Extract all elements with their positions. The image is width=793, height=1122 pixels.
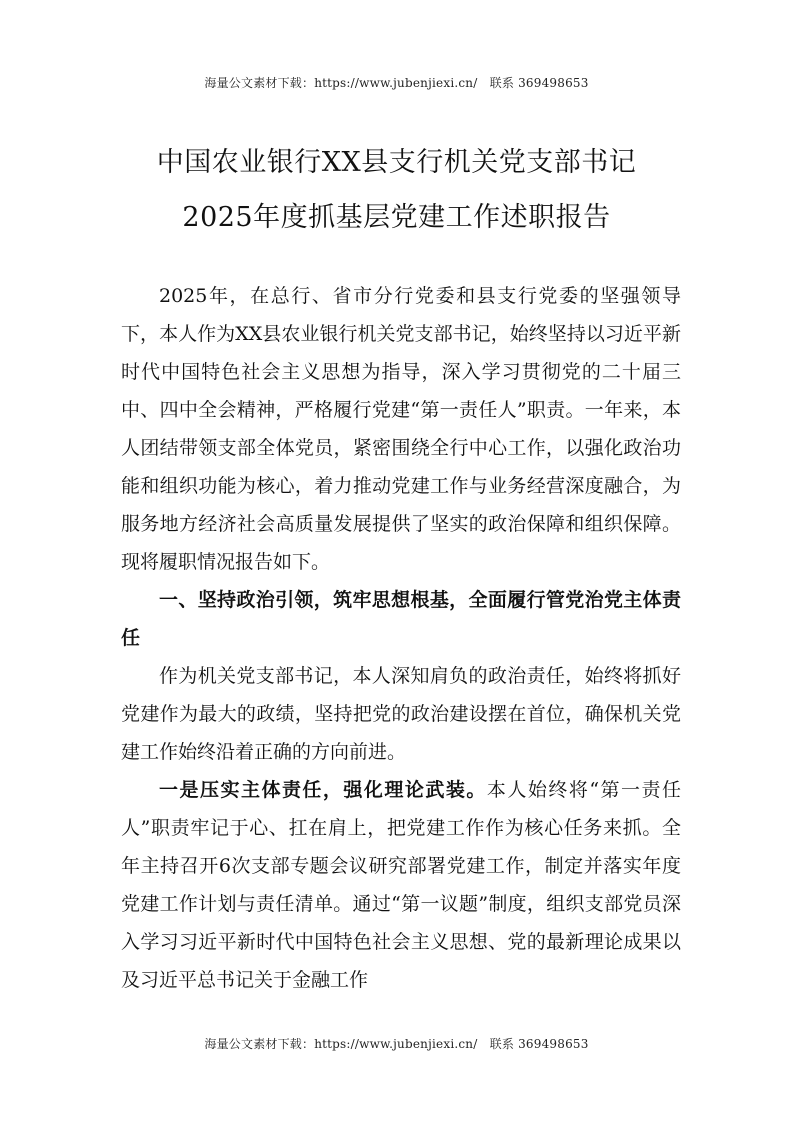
point-1-paragraph xyxy=(121,771,681,999)
document-title-line-1: 中国农业银行XX县支行机关党支部书记 xyxy=(156,147,637,178)
section-1-heading: 一、坚持政治引领，筑牢思想根基，全面履行管党治党主体责任 xyxy=(121,589,681,649)
point-1-lead: 一是压实主体责任，强化理论武装。 xyxy=(159,779,487,801)
point-1-body: 本人始终将“第一责任人”职责牢记于心、扛在肩上，把党建工作作为核心任务来抓。全年主持召开6次支部专题会议研究部署党建工作，制定并落实年度党建工作计划与责任清单。通过“第一议题”制度，组织支部党员深入学习习近平新时代中国特色社会主义思想、党的最新理论成果以及习近平总书记关于金融工作 xyxy=(121,779,681,991)
document-title-line-2: 2025年度抓基层党建工作述职报告 xyxy=(182,202,611,233)
section-1-paragraph: 作为机关党支部书记，本人深知肩负的政治责任，始终将抓好党建作为最大的政绩，坚持把党的政治建设摆在首位，确保机关党建工作始终沿着正确的方向前进。 xyxy=(121,665,681,763)
document-body xyxy=(121,277,681,999)
page-header: 海量公文素材下载：https://www.jubenjiexi.cn/ 联系 369498653 xyxy=(204,76,589,90)
page-footer: 海量公文素材下载：https://www.jubenjiexi.cn/ 联系 369498653 xyxy=(204,1037,589,1051)
intro-paragraph: 2025年，在总行、省市分行党委和县支行党委的坚强领导下，本人作为XX县农业银行机关党支部书记，始终坚持以习近平新时代中国特色社会主义思想为指导，深入学习贯彻党的二十届三中、四中全会精神，严格履行党建“第一责任人”职责。一年来，本人团结带领支部全体党员，紧密围绕全行中心工作，以强化政治功能和组织功能为核心，着力推动党建工作与业务经营深度融合，为服务地方经济社会高质量发展提供了坚实的政治保障和组织保障。现将履职情况报告如下。 xyxy=(121,285,681,573)
